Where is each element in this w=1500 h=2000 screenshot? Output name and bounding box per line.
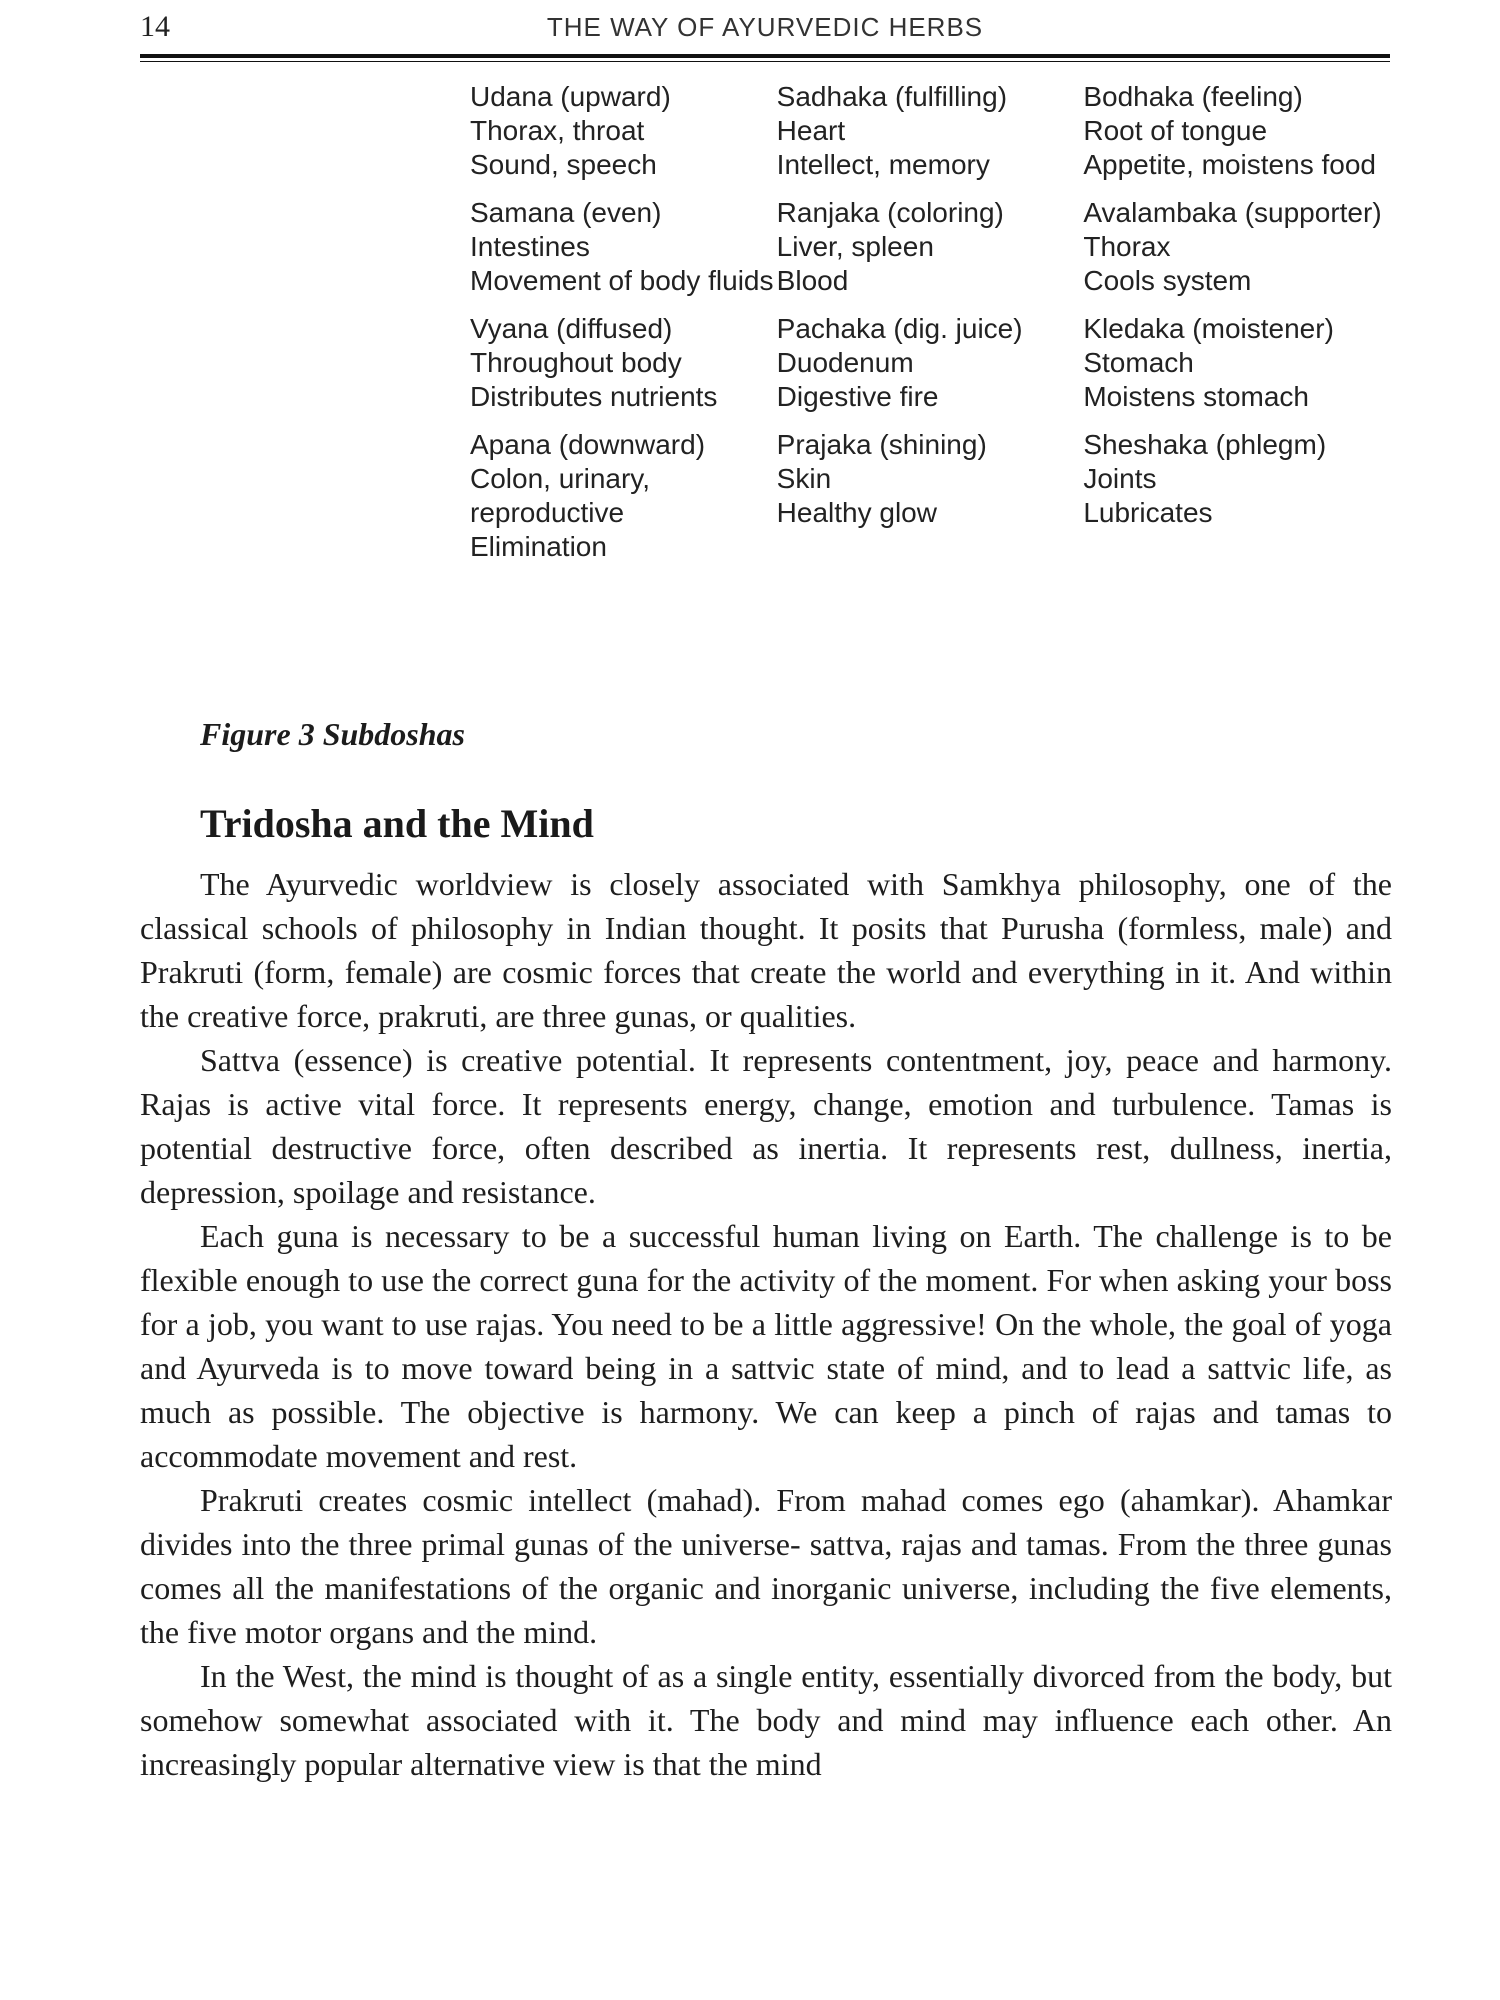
subdosha-name: Udana (upward) xyxy=(470,81,671,112)
subdosha-location: Joints xyxy=(1083,463,1157,494)
subdosha-function: Cools system xyxy=(1083,265,1252,296)
subdosha-row xyxy=(470,80,1390,182)
subdosha-function: Digestive fire xyxy=(776,381,939,412)
subdosha-cell-vata xyxy=(470,80,777,182)
subdosha-location: Liver, spleen xyxy=(776,231,934,262)
subdosha-location: Thorax xyxy=(1083,231,1171,262)
subdosha-function: Moistens stomach xyxy=(1083,381,1309,412)
subdosha-cell-vata xyxy=(470,428,777,564)
section-heading: Tridosha and the Mind xyxy=(200,801,594,846)
subdosha-function: Distributes nutrients xyxy=(470,381,718,412)
subdosha-function: Intellect, memory xyxy=(776,149,990,180)
subdosha-location: Thorax, throat xyxy=(470,115,645,146)
page-number: 14 xyxy=(140,10,170,43)
subdosha-name: Sadhaka (fulfilling) xyxy=(776,81,1008,112)
subdosha-name: Samana (even) xyxy=(470,197,662,228)
paragraph: Sattva (essence) is creative potential. It represents contentment, joy, peace and harmony. Rajas is active vital force. It represents energy, change, emotion and turbulence. Tamas is potential destructive force, often described as inertia. It represents rest, dullness, inertia, depression, spoilage and resistance. xyxy=(140,1042,1392,1210)
subdosha-location: Root of tongue xyxy=(1083,115,1268,146)
subdosha-name: Avalambaka (supporter) xyxy=(1083,197,1382,228)
header-rule-thick xyxy=(140,54,1390,58)
subdosha-function: Elimination xyxy=(470,531,607,562)
paragraph: In the West, the mind is thought of as a single entity, essentially divorced from the body, but somehow somewhat associated with it. The body and mind may influence each other. An increasingly popular alternative view is that the mind xyxy=(140,1658,1392,1782)
paragraph: Each guna is necessary to be a successful human living on Earth. The challenge is to be flexible enough to use the correct guna for the activity of the moment. For when asking your boss for a job, you want to use rajas. You need to be a little aggressive! On the whole, the goal of yoga and Ayurveda is to move toward being in a sattvic state of mind, and to lead a sattvic life, as much as possible. The objective is harmony. We can keep a pinch of rajas and tamas to accommodate movement and rest. xyxy=(140,1218,1392,1474)
subdosha-cell-vata xyxy=(470,196,777,298)
header-rule-thin xyxy=(140,61,1390,62)
subdosha-function: Movement of body fluids xyxy=(470,265,774,296)
subdosha-cell-kapha xyxy=(1083,428,1390,564)
subdosha-function: Lubricates xyxy=(1083,497,1213,528)
subdosha-location: Colon, urinary, reproductive xyxy=(470,463,651,528)
subdosha-cell-pitta xyxy=(777,80,1084,182)
subdosha-row xyxy=(470,428,1390,564)
subdosha-name: Kledaka (moistener) xyxy=(1083,313,1334,344)
subdosha-row xyxy=(470,196,1390,298)
subdosha-function: Healthy glow xyxy=(776,497,937,528)
running-title: THE WAY OF AYURVEDIC HERBS xyxy=(546,12,984,42)
subdosha-cell-pitta xyxy=(777,428,1084,564)
subdosha-name: Ranjaka (coloring) xyxy=(776,197,1004,228)
subdosha-function: Appetite, moistens food xyxy=(1083,149,1376,180)
subdosha-cell-kapha xyxy=(1083,312,1390,414)
subdosha-name: Sheshaka (phlegm) xyxy=(1083,429,1327,460)
subdosha-row xyxy=(470,312,1390,414)
subdosha-location: Intestines xyxy=(470,231,590,262)
subdosha-function: Blood xyxy=(776,265,849,296)
subdosha-location: Duodenum xyxy=(776,347,914,378)
page-header xyxy=(140,10,1390,50)
subdosha-cell-pitta xyxy=(777,196,1084,298)
figure-caption: Figure 3 Subdoshas xyxy=(200,716,465,752)
subdosha-location: Stomach xyxy=(1083,347,1194,378)
subdosha-function: Sound, speech xyxy=(470,149,657,180)
subdosha-name: Apana (downward) xyxy=(470,429,706,460)
subdosha-cell-kapha xyxy=(1083,196,1390,298)
paragraph: The Ayurvedic worldview is closely associated with Samkhya philosophy, one of the classical schools of philosophy in Indian thought. It posits that Purusha (formless, male) and Prakruti (form, female) are cosmic forces that create the world and everything in it. And within the creative force, prakruti, are three gunas, or qualities. xyxy=(140,866,1392,1034)
subdosha-cell-pitta xyxy=(777,312,1084,414)
body-text xyxy=(140,862,1392,1786)
subdosha-cell-kapha xyxy=(1083,80,1390,182)
subdosha-cell-vata xyxy=(470,312,777,414)
subdosha-table xyxy=(470,80,1390,578)
subdosha-name: Prajaka (shining) xyxy=(776,429,987,460)
subdosha-location: Throughout body xyxy=(470,347,682,378)
subdosha-location: Skin xyxy=(776,463,832,494)
subdosha-name: Vyana (diffused) xyxy=(470,313,673,344)
subdosha-location: Heart xyxy=(776,115,846,146)
subdosha-name: Pachaka (dig. juice) xyxy=(776,313,1023,344)
paragraph: Prakruti creates cosmic intellect (mahad). From mahad comes ego (ahamkar). Ahamkar divides into the three primal gunas of the universe- sattva, rajas and tamas. From the three gunas comes all the manifestations of the organic and inorganic universe, including the five elements, the five motor organs and the mind. xyxy=(140,1482,1392,1650)
subdosha-name: Bodhaka (feeling) xyxy=(1083,81,1303,112)
